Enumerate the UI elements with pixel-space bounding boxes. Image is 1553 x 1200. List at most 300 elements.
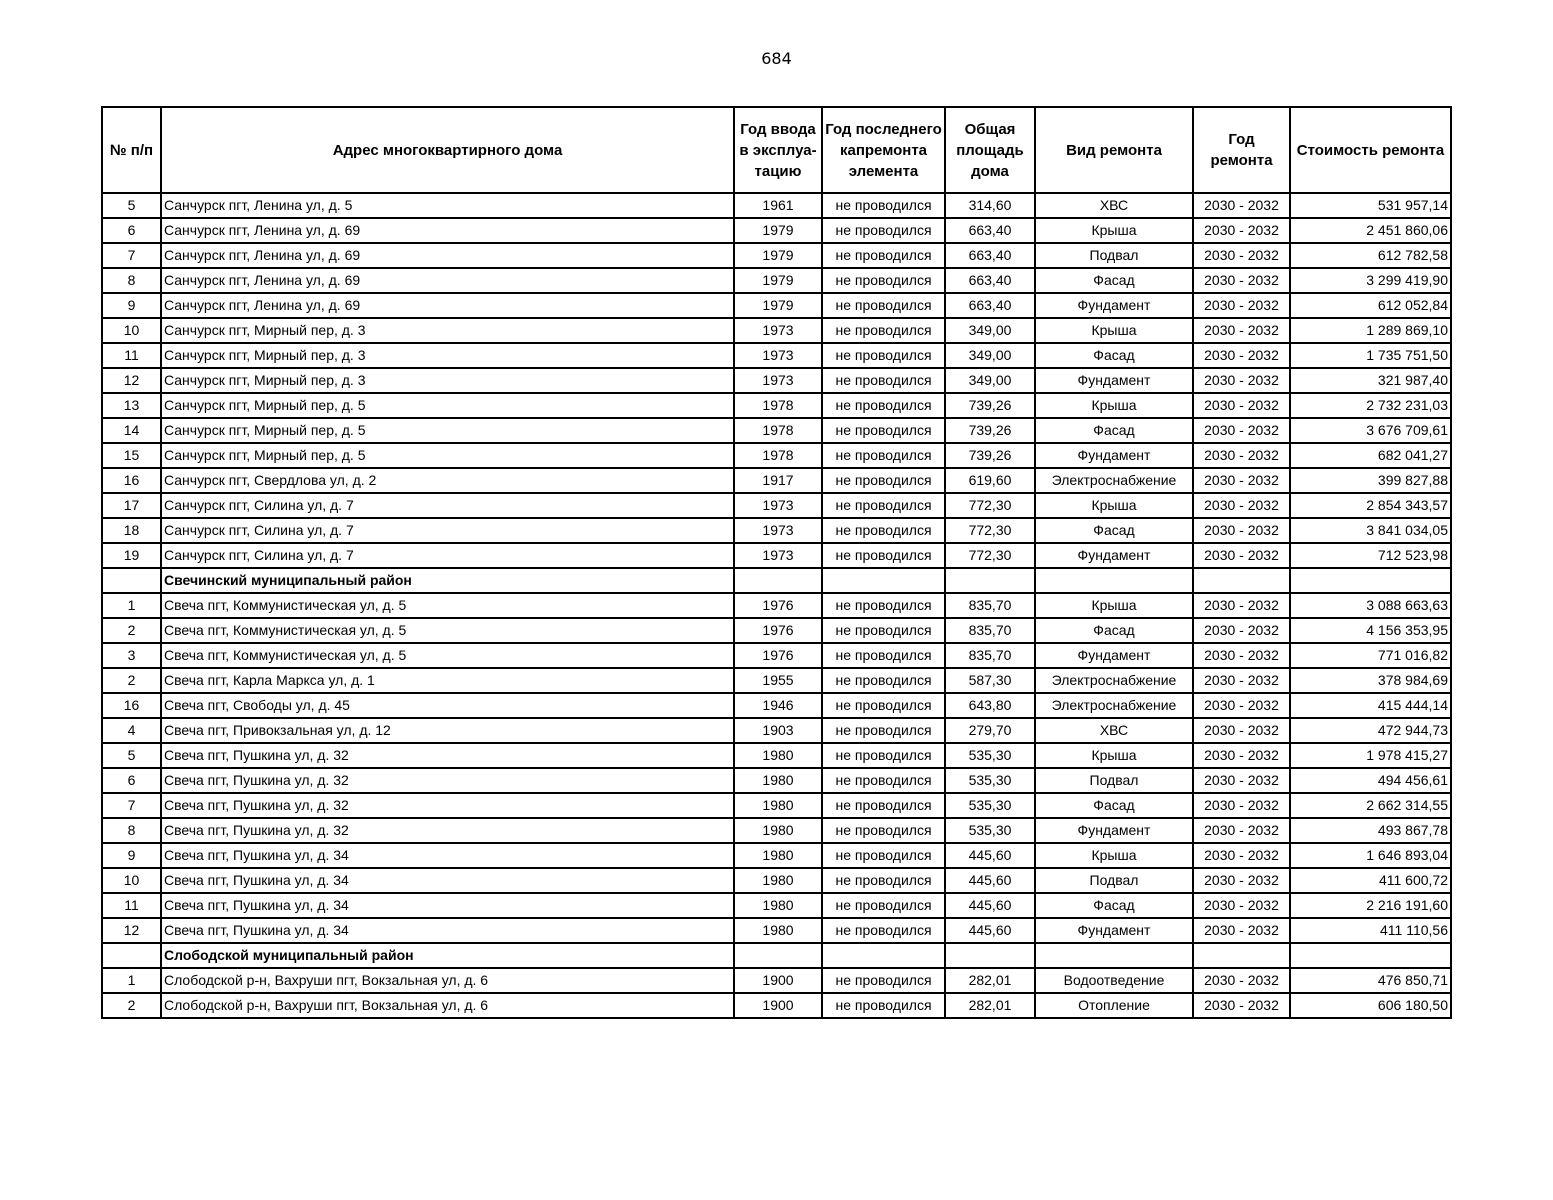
cell-repair-type: Крыша [1035, 593, 1193, 618]
section-title: Свечинский муниципальный район [161, 568, 734, 593]
cell-last-repair: не проводился [822, 318, 945, 343]
cell-repair-year: 2030 - 2032 [1193, 218, 1290, 243]
cell-area: 739,26 [945, 443, 1035, 468]
cell-num: 15 [102, 443, 161, 468]
table-row [102, 418, 1451, 443]
cell-address: Слободской р-н, Вахруши пгт, Вокзальная ул, д. 6 [161, 993, 734, 1018]
cell-repair-type: Крыша [1035, 493, 1193, 518]
cell-cost: 415 444,14 [1290, 693, 1451, 718]
cell-cost: 493 867,78 [1290, 818, 1451, 843]
cell-address: Свеча пгт, Пушкина ул, д. 32 [161, 793, 734, 818]
cell-address: Свеча пгт, Пушкина ул, д. 32 [161, 768, 734, 793]
table-row [102, 543, 1451, 568]
cell-cost: 1 289 869,10 [1290, 318, 1451, 343]
empty-cell [822, 943, 945, 968]
cell-repair-type: Фасад [1035, 793, 1193, 818]
cell-area: 663,40 [945, 218, 1035, 243]
cell-repair-year: 2030 - 2032 [1193, 818, 1290, 843]
cell-cost: 476 850,71 [1290, 968, 1451, 993]
cell-cost: 2 662 314,55 [1290, 793, 1451, 818]
table-row [102, 668, 1451, 693]
cell-year-built: 1976 [734, 643, 822, 668]
cell-repair-year: 2030 - 2032 [1193, 643, 1290, 668]
cell-year-built: 1973 [734, 343, 822, 368]
cell-year-built: 1980 [734, 818, 822, 843]
cell-area: 663,40 [945, 243, 1035, 268]
table-row [102, 868, 1451, 893]
empty-cell [945, 943, 1035, 968]
cell-address: Свеча пгт, Коммунистическая ул, д. 5 [161, 618, 734, 643]
table-row [102, 518, 1451, 543]
cell-cost: 3 299 419,90 [1290, 268, 1451, 293]
empty-cell [945, 568, 1035, 593]
cell-year-built: 1979 [734, 293, 822, 318]
cell-cost: 1 735 751,50 [1290, 343, 1451, 368]
header-address: Адрес многоквартирного дома [161, 107, 734, 193]
cell-repair-type: Фундамент [1035, 543, 1193, 568]
table-row [102, 593, 1451, 618]
cell-repair-type: Фундамент [1035, 368, 1193, 393]
cell-address: Свеча пгт, Привокзальная ул, д. 12 [161, 718, 734, 743]
empty-cell [1290, 943, 1451, 968]
cell-repair-type: Отопление [1035, 993, 1193, 1018]
cell-year-built: 1979 [734, 218, 822, 243]
cell-cost: 3 841 034,05 [1290, 518, 1451, 543]
header-area: Общая площадь дома [945, 107, 1035, 193]
cell-year-built: 1980 [734, 793, 822, 818]
table-row [102, 893, 1451, 918]
cell-repair-year: 2030 - 2032 [1193, 243, 1290, 268]
cell-cost: 1 978 415,27 [1290, 743, 1451, 768]
cell-last-repair: не проводился [822, 893, 945, 918]
table-row [102, 768, 1451, 793]
table-row [102, 993, 1451, 1018]
cell-repair-type: Фундамент [1035, 293, 1193, 318]
cell-repair-year: 2030 - 2032 [1193, 918, 1290, 943]
cell-last-repair: не проводился [822, 843, 945, 868]
table-row [102, 793, 1451, 818]
cell-num: 6 [102, 218, 161, 243]
cell-address: Санчурск пгт, Силина ул, д. 7 [161, 518, 734, 543]
cell-num: 17 [102, 493, 161, 518]
cell-year-built: 1980 [734, 843, 822, 868]
cell-area: 739,26 [945, 418, 1035, 443]
cell-num: 12 [102, 918, 161, 943]
cell-year-built: 1979 [734, 268, 822, 293]
table-row [102, 193, 1451, 218]
cell-area: 282,01 [945, 968, 1035, 993]
cell-area: 835,70 [945, 643, 1035, 668]
cell-year-built: 1979 [734, 243, 822, 268]
cell-repair-year: 2030 - 2032 [1193, 668, 1290, 693]
cell-year-built: 1978 [734, 393, 822, 418]
cell-last-repair: не проводился [822, 218, 945, 243]
cell-repair-type: Фасад [1035, 418, 1193, 443]
empty-cell [734, 943, 822, 968]
cell-cost: 494 456,61 [1290, 768, 1451, 793]
cell-num [102, 568, 161, 593]
cell-address: Свеча пгт, Пушкина ул, д. 34 [161, 918, 734, 943]
cell-last-repair: не проводился [822, 493, 945, 518]
cell-address: Санчурск пгт, Мирный пер, д. 3 [161, 318, 734, 343]
cell-cost: 3 088 663,63 [1290, 593, 1451, 618]
cell-cost: 3 676 709,61 [1290, 418, 1451, 443]
cell-cost: 531 957,14 [1290, 193, 1451, 218]
table-row [102, 818, 1451, 843]
cell-num: 1 [102, 593, 161, 618]
cell-repair-year: 2030 - 2032 [1193, 793, 1290, 818]
cell-repair-year: 2030 - 2032 [1193, 343, 1290, 368]
cell-area: 835,70 [945, 593, 1035, 618]
table-row [102, 843, 1451, 868]
cell-repair-type: Подвал [1035, 868, 1193, 893]
cell-repair-type: Крыша [1035, 218, 1193, 243]
cell-last-repair: не проводился [822, 543, 945, 568]
cell-area: 663,40 [945, 268, 1035, 293]
cell-repair-type: Фасад [1035, 343, 1193, 368]
cell-repair-type: Крыша [1035, 843, 1193, 868]
header-row [102, 107, 1451, 193]
table-row [102, 618, 1451, 643]
empty-cell [822, 568, 945, 593]
table-row [102, 743, 1451, 768]
cell-repair-year: 2030 - 2032 [1193, 968, 1290, 993]
section-row [102, 943, 1451, 968]
empty-cell [1193, 568, 1290, 593]
cell-year-built: 1955 [734, 668, 822, 693]
cell-year-built: 1973 [734, 368, 822, 393]
header-last-repair: Год последнего капремонта элемента [822, 107, 945, 193]
cell-last-repair: не проводился [822, 393, 945, 418]
cell-num: 9 [102, 293, 161, 318]
cell-cost: 712 523,98 [1290, 543, 1451, 568]
cell-last-repair: не проводился [822, 993, 945, 1018]
cell-area: 445,60 [945, 893, 1035, 918]
cell-repair-year: 2030 - 2032 [1193, 393, 1290, 418]
cell-repair-year: 2030 - 2032 [1193, 743, 1290, 768]
cell-address: Свеча пгт, Коммунистическая ул, д. 5 [161, 643, 734, 668]
cell-area: 535,30 [945, 793, 1035, 818]
cell-repair-type: ХВС [1035, 193, 1193, 218]
cell-cost: 2 854 343,57 [1290, 493, 1451, 518]
cell-repair-type: Фасад [1035, 618, 1193, 643]
cell-repair-year: 2030 - 2032 [1193, 318, 1290, 343]
cell-address: Санчурск пгт, Свердлова ул, д. 2 [161, 468, 734, 493]
cell-repair-type: Фундамент [1035, 818, 1193, 843]
cell-num: 10 [102, 318, 161, 343]
cell-cost: 771 016,82 [1290, 643, 1451, 668]
cell-repair-year: 2030 - 2032 [1193, 843, 1290, 868]
cell-num: 2 [102, 993, 161, 1018]
header-num: № п/п [102, 107, 161, 193]
cell-repair-type: Фасад [1035, 893, 1193, 918]
cell-num: 10 [102, 868, 161, 893]
cell-year-built: 1978 [734, 418, 822, 443]
table-row [102, 718, 1451, 743]
cell-repair-year: 2030 - 2032 [1193, 268, 1290, 293]
cell-last-repair: не проводился [822, 818, 945, 843]
cell-repair-type: Фундамент [1035, 918, 1193, 943]
cell-cost: 1 646 893,04 [1290, 843, 1451, 868]
cell-year-built: 1973 [734, 543, 822, 568]
cell-address: Свеча пгт, Свободы ул, д. 45 [161, 693, 734, 718]
empty-cell [1035, 568, 1193, 593]
cell-cost: 321 987,40 [1290, 368, 1451, 393]
cell-repair-type: Фундамент [1035, 443, 1193, 468]
cell-last-repair: не проводился [822, 793, 945, 818]
cell-cost: 612 782,58 [1290, 243, 1451, 268]
table-row [102, 443, 1451, 468]
cell-repair-year: 2030 - 2032 [1193, 718, 1290, 743]
table-row [102, 318, 1451, 343]
section-row [102, 568, 1451, 593]
cell-cost: 399 827,88 [1290, 468, 1451, 493]
table-row [102, 468, 1451, 493]
table-row [102, 343, 1451, 368]
cell-year-built: 1980 [734, 743, 822, 768]
cell-area: 772,30 [945, 518, 1035, 543]
cell-num: 6 [102, 768, 161, 793]
table-row [102, 493, 1451, 518]
cell-cost: 682 041,27 [1290, 443, 1451, 468]
cell-num: 7 [102, 243, 161, 268]
table-header [102, 107, 1451, 193]
cell-last-repair: не проводился [822, 618, 945, 643]
cell-repair-year: 2030 - 2032 [1193, 993, 1290, 1018]
cell-area: 445,60 [945, 918, 1035, 943]
cell-area: 535,30 [945, 743, 1035, 768]
cell-repair-year: 2030 - 2032 [1193, 518, 1290, 543]
cell-year-built: 1903 [734, 718, 822, 743]
header-cost: Стоимость ремонта [1290, 107, 1451, 193]
empty-cell [734, 568, 822, 593]
cell-cost: 606 180,50 [1290, 993, 1451, 1018]
cell-cost: 472 944,73 [1290, 718, 1451, 743]
cell-address: Свеча пгт, Пушкина ул, д. 32 [161, 818, 734, 843]
cell-area: 445,60 [945, 843, 1035, 868]
cell-repair-type: ХВС [1035, 718, 1193, 743]
header-repair-type: Вид ремонта [1035, 107, 1193, 193]
empty-cell [1193, 943, 1290, 968]
cell-address: Свеча пгт, Карла Маркса ул, д. 1 [161, 668, 734, 693]
cell-last-repair: не проводился [822, 418, 945, 443]
empty-cell [1290, 568, 1451, 593]
cell-address: Свеча пгт, Пушкина ул, д. 32 [161, 743, 734, 768]
cell-area: 663,40 [945, 293, 1035, 318]
cell-repair-year: 2030 - 2032 [1193, 443, 1290, 468]
cell-last-repair: не проводился [822, 918, 945, 943]
cell-num: 8 [102, 268, 161, 293]
cell-num: 16 [102, 693, 161, 718]
cell-year-built: 1980 [734, 893, 822, 918]
cell-address: Санчурск пгт, Мирный пер, д. 3 [161, 368, 734, 393]
header-repair-year: Год ремонта [1193, 107, 1290, 193]
cell-year-built: 1980 [734, 768, 822, 793]
cell-num: 11 [102, 893, 161, 918]
cell-cost: 411 110,56 [1290, 918, 1451, 943]
cell-year-built: 1978 [734, 443, 822, 468]
cell-repair-year: 2030 - 2032 [1193, 468, 1290, 493]
cell-year-built: 1976 [734, 593, 822, 618]
cell-repair-year: 2030 - 2032 [1193, 893, 1290, 918]
cell-repair-year: 2030 - 2032 [1193, 368, 1290, 393]
table-body [102, 193, 1451, 1018]
cell-last-repair: не проводился [822, 693, 945, 718]
cell-num: 1 [102, 968, 161, 993]
cell-area: 772,30 [945, 493, 1035, 518]
cell-repair-year: 2030 - 2032 [1193, 493, 1290, 518]
section-title: Слободской муниципальный район [161, 943, 734, 968]
cell-address: Санчурск пгт, Мирный пер, д. 3 [161, 343, 734, 368]
cell-last-repair: не проводился [822, 768, 945, 793]
cell-num: 8 [102, 818, 161, 843]
cell-year-built: 1973 [734, 493, 822, 518]
table-row [102, 393, 1451, 418]
cell-num: 9 [102, 843, 161, 868]
cell-num: 16 [102, 468, 161, 493]
cell-year-built: 1980 [734, 868, 822, 893]
cell-last-repair: не проводился [822, 243, 945, 268]
cell-address: Санчурск пгт, Мирный пер, д. 5 [161, 443, 734, 468]
cell-year-built: 1980 [734, 918, 822, 943]
cell-last-repair: не проводился [822, 443, 945, 468]
cell-last-repair: не проводился [822, 668, 945, 693]
cell-area: 279,70 [945, 718, 1035, 743]
cell-address: Санчурск пгт, Ленина ул, д. 5 [161, 193, 734, 218]
cell-last-repair: не проводился [822, 518, 945, 543]
repair-schedule-table [101, 106, 1452, 1019]
cell-year-built: 1900 [734, 993, 822, 1018]
cell-address: Санчурск пгт, Силина ул, д. 7 [161, 493, 734, 518]
cell-last-repair: не проводился [822, 643, 945, 668]
cell-cost: 4 156 353,95 [1290, 618, 1451, 643]
table-row [102, 218, 1451, 243]
cell-num: 11 [102, 343, 161, 368]
cell-year-built: 1900 [734, 968, 822, 993]
cell-repair-year: 2030 - 2032 [1193, 768, 1290, 793]
cell-area: 835,70 [945, 618, 1035, 643]
cell-num: 7 [102, 793, 161, 818]
cell-last-repair: не проводился [822, 468, 945, 493]
table-row [102, 293, 1451, 318]
cell-repair-type: Фасад [1035, 268, 1193, 293]
cell-last-repair: не проводился [822, 193, 945, 218]
cell-repair-type: Подвал [1035, 768, 1193, 793]
cell-address: Санчурск пгт, Мирный пер, д. 5 [161, 418, 734, 443]
table-row [102, 968, 1451, 993]
cell-area: 587,30 [945, 668, 1035, 693]
cell-area: 349,00 [945, 318, 1035, 343]
cell-address: Санчурск пгт, Ленина ул, д. 69 [161, 268, 734, 293]
cell-last-repair: не проводился [822, 268, 945, 293]
cell-address: Санчурск пгт, Мирный пер, д. 5 [161, 393, 734, 418]
cell-repair-type: Водоотведение [1035, 968, 1193, 993]
cell-num: 4 [102, 718, 161, 743]
cell-repair-type: Крыша [1035, 318, 1193, 343]
cell-repair-type: Фасад [1035, 518, 1193, 543]
cell-last-repair: не проводился [822, 743, 945, 768]
empty-cell [1035, 943, 1193, 968]
cell-repair-year: 2030 - 2032 [1193, 193, 1290, 218]
cell-num: 2 [102, 668, 161, 693]
cell-address: Свеча пгт, Пушкина ул, д. 34 [161, 843, 734, 868]
cell-repair-year: 2030 - 2032 [1193, 418, 1290, 443]
page-number: 684 [761, 49, 792, 68]
cell-last-repair: не проводился [822, 343, 945, 368]
cell-cost: 411 600,72 [1290, 868, 1451, 893]
cell-num: 19 [102, 543, 161, 568]
cell-address: Санчурск пгт, Силина ул, д. 7 [161, 543, 734, 568]
cell-num: 5 [102, 743, 161, 768]
cell-area: 535,30 [945, 768, 1035, 793]
cell-repair-type: Электроснабжение [1035, 468, 1193, 493]
cell-year-built: 1973 [734, 318, 822, 343]
cell-num [102, 943, 161, 968]
cell-cost: 378 984,69 [1290, 668, 1451, 693]
cell-area: 643,80 [945, 693, 1035, 718]
cell-area: 739,26 [945, 393, 1035, 418]
cell-address: Свеча пгт, Пушкина ул, д. 34 [161, 893, 734, 918]
table-row [102, 368, 1451, 393]
cell-address: Слободской р-н, Вахруши пгт, Вокзальная ул, д. 6 [161, 968, 734, 993]
cell-repair-year: 2030 - 2032 [1193, 693, 1290, 718]
cell-year-built: 1973 [734, 518, 822, 543]
cell-last-repair: не проводился [822, 293, 945, 318]
cell-year-built: 1976 [734, 618, 822, 643]
cell-num: 3 [102, 643, 161, 668]
cell-year-built: 1961 [734, 193, 822, 218]
table-row [102, 693, 1451, 718]
cell-last-repair: не проводился [822, 718, 945, 743]
cell-address: Свеча пгт, Пушкина ул, д. 34 [161, 868, 734, 893]
cell-year-built: 1946 [734, 693, 822, 718]
cell-repair-year: 2030 - 2032 [1193, 868, 1290, 893]
cell-repair-type: Крыша [1035, 393, 1193, 418]
cell-address: Санчурск пгт, Ленина ул, д. 69 [161, 218, 734, 243]
cell-num: 14 [102, 418, 161, 443]
cell-area: 349,00 [945, 368, 1035, 393]
cell-num: 2 [102, 618, 161, 643]
cell-address: Свеча пгт, Коммунистическая ул, д. 5 [161, 593, 734, 618]
cell-repair-type: Электроснабжение [1035, 693, 1193, 718]
cell-repair-year: 2030 - 2032 [1193, 543, 1290, 568]
cell-address: Санчурск пгт, Ленина ул, д. 69 [161, 243, 734, 268]
cell-cost: 2 732 231,03 [1290, 393, 1451, 418]
cell-num: 12 [102, 368, 161, 393]
cell-repair-type: Подвал [1035, 243, 1193, 268]
cell-area: 535,30 [945, 818, 1035, 843]
header-year-built: Год ввода в эксплуа-тацию [734, 107, 822, 193]
table-row [102, 268, 1451, 293]
cell-area: 314,60 [945, 193, 1035, 218]
cell-num: 18 [102, 518, 161, 543]
cell-num: 5 [102, 193, 161, 218]
cell-area: 349,00 [945, 343, 1035, 368]
table-row [102, 643, 1451, 668]
cell-area: 619,60 [945, 468, 1035, 493]
cell-address: Санчурск пгт, Ленина ул, д. 69 [161, 293, 734, 318]
table-row [102, 918, 1451, 943]
cell-repair-year: 2030 - 2032 [1193, 293, 1290, 318]
cell-last-repair: не проводился [822, 868, 945, 893]
cell-last-repair: не проводился [822, 593, 945, 618]
cell-last-repair: не проводился [822, 968, 945, 993]
cell-repair-type: Крыша [1035, 743, 1193, 768]
cell-cost: 2 216 191,60 [1290, 893, 1451, 918]
table-row [102, 243, 1451, 268]
cell-area: 445,60 [945, 868, 1035, 893]
cell-cost: 2 451 860,06 [1290, 218, 1451, 243]
